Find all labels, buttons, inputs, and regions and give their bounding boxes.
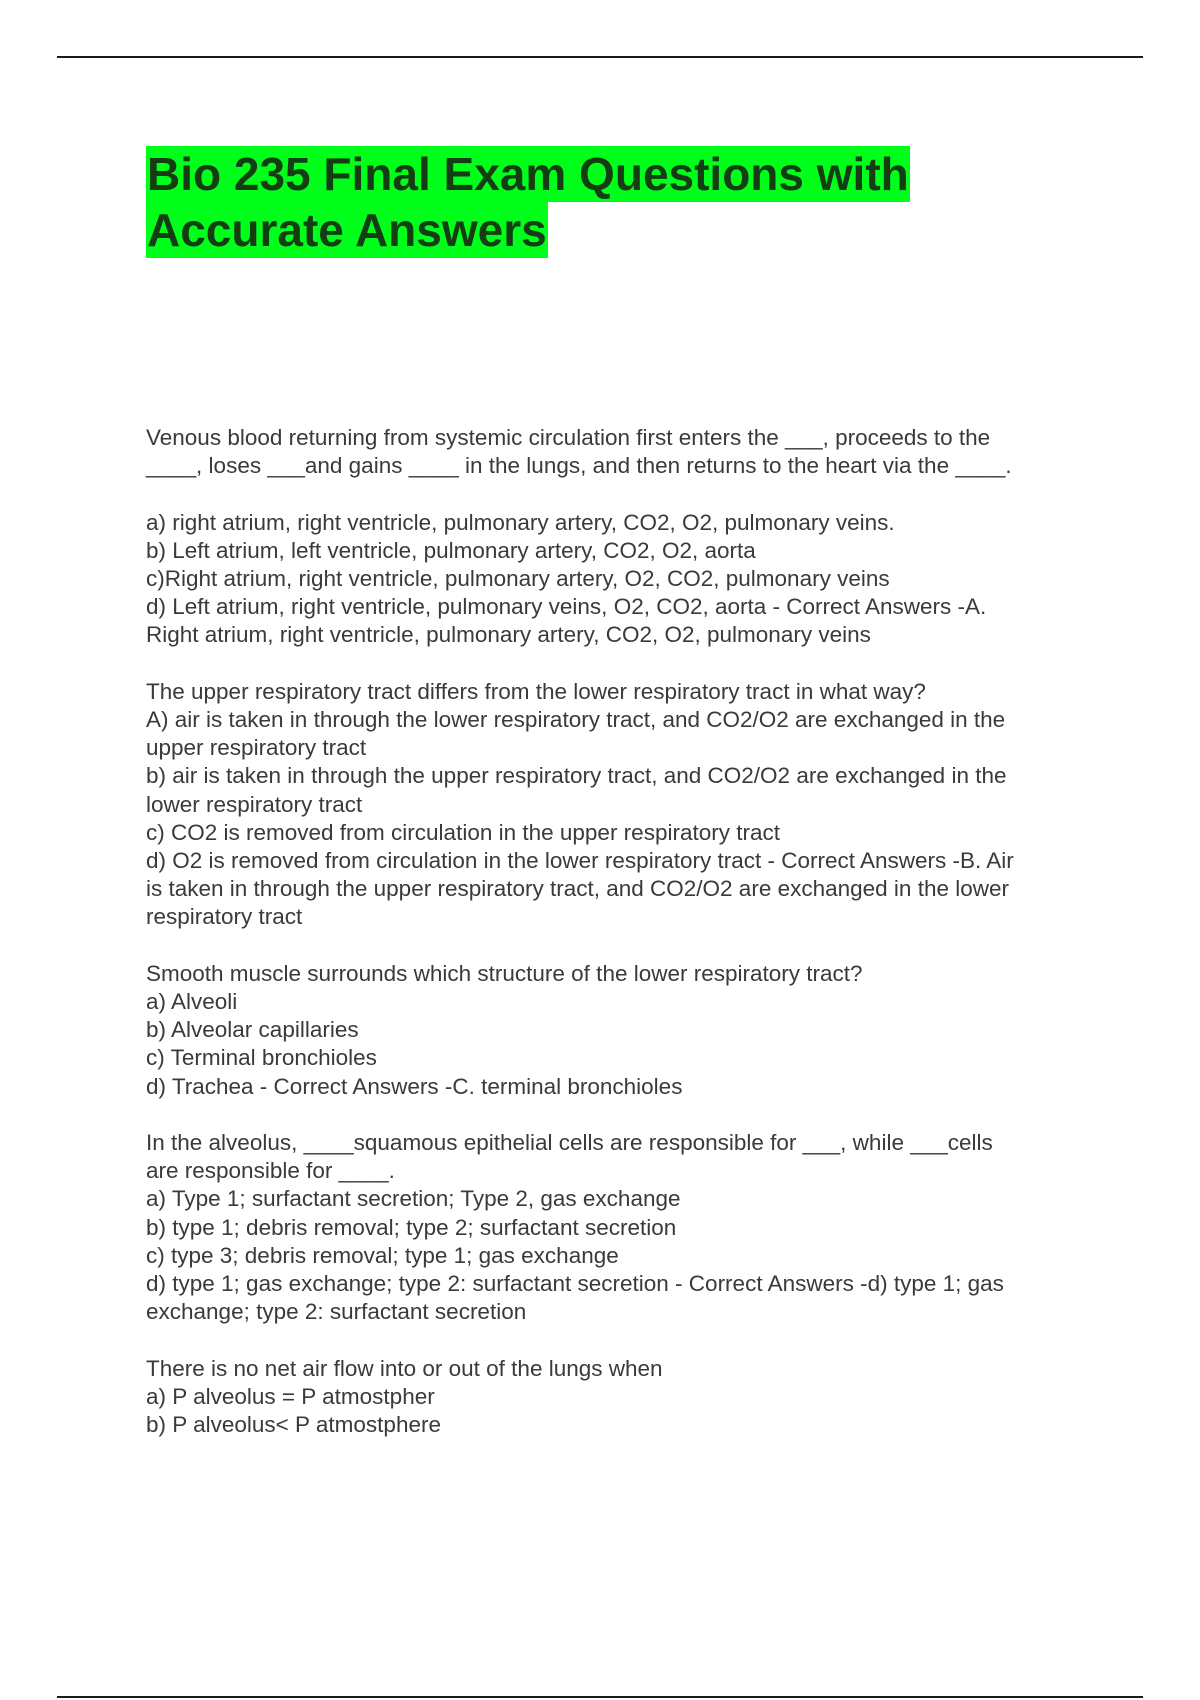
text-line: A) air is taken in through the lower respiratory tract, and CO2/O2 are exchanged in the (146, 707, 1006, 732)
text-line: ____, loses ___and gains ____ in the lungs, and then returns to the heart via the ____. (146, 453, 1012, 479)
text-line: c) CO2 is removed from circulation in the upper respiratory tract (146, 819, 780, 845)
text-line: respiratory tract (146, 904, 303, 930)
question-block (146, 678, 1086, 932)
footer-rule (57, 1696, 1143, 1698)
text-line: Right atrium, right ventricle, pulmonary artery, CO2, O2, pulmonary veins (146, 622, 871, 648)
text-line: lower respiratory tract (146, 791, 363, 817)
text-line: b) type 1; debris removal; type 2; surfactant secretion (146, 1214, 677, 1240)
text-line: d) Left atrium, right ventricle, pulmonary veins, O2, CO2, aorta - Correct Answers -A. (146, 594, 987, 620)
text-line: d) type 1; gas exchange; type 2: surfactant secretion - Correct Answers -d) type 1; gas (146, 1271, 1004, 1297)
text-line: c) type 3; debris removal; type 1; gas exchange (146, 1242, 619, 1268)
text-line: a) right atrium, right ventricle, pulmonary artery, CO2, O2, pulmonary veins. (146, 509, 895, 535)
title-line-1: Bio 235 Final Exam Questions with (147, 148, 909, 200)
text-line: exchange; type 2: surfactant secretion (146, 1299, 527, 1325)
question-block (146, 1129, 1086, 1326)
text-line: are responsible for ____. (146, 1158, 395, 1184)
text-line: b) Alveolar capillaries (146, 1017, 359, 1043)
text-line: b) P alveolus< P atmostphere (146, 1412, 441, 1438)
text-line: upper respiratory tract (146, 735, 367, 761)
text-line: a) Alveoli (146, 989, 238, 1015)
text-line: d) Trachea - Correct Answers -C. terminal bronchioles (146, 1073, 683, 1099)
text-line: Venous blood returning from systemic circulation first enters the ___, proceeds to the (146, 425, 991, 450)
text-line: d) O2 is removed from circulation in the lower respiratory tract - Correct Answers -B. Air (146, 848, 1014, 874)
text-line: b) Left atrium, left ventricle, pulmonary artery, CO2, O2, aorta (146, 537, 756, 563)
question-block (146, 509, 1086, 650)
text-line: c) Terminal bronchioles (146, 1045, 377, 1071)
text-line: Smooth muscle surrounds which structure of the lower respiratory tract? (146, 960, 863, 986)
question-block (146, 1355, 1086, 1440)
text-line: is taken in through the upper respiratory tract, and CO2/O2 are exchanged in the lower (146, 876, 1009, 902)
header-rule (57, 56, 1143, 58)
text-line: a) P alveolus = P atmostpher (146, 1383, 435, 1409)
document-body (146, 424, 1086, 1467)
question-block (146, 960, 1086, 1101)
question-block (146, 424, 1086, 480)
text-line: c)Right atrium, right ventricle, pulmonary artery, O2, CO2, pulmonary veins (146, 566, 890, 591)
text-line: b) air is taken in through the upper respiratory tract, and CO2/O2 are exchanged in the (146, 763, 1007, 789)
text-line: In the alveolus, ____squamous epithelial cells are responsible for ___, while ___cells (146, 1130, 993, 1156)
title-line-2: Accurate Answers (147, 204, 547, 256)
document-title (146, 146, 1046, 258)
text-line: There is no net air flow into or out of the lungs when (146, 1355, 663, 1381)
text-line: The upper respiratory tract differs from the lower respiratory tract in what way? (146, 678, 926, 704)
text-line: a) Type 1; surfactant secretion; Type 2, gas exchange (146, 1186, 681, 1212)
